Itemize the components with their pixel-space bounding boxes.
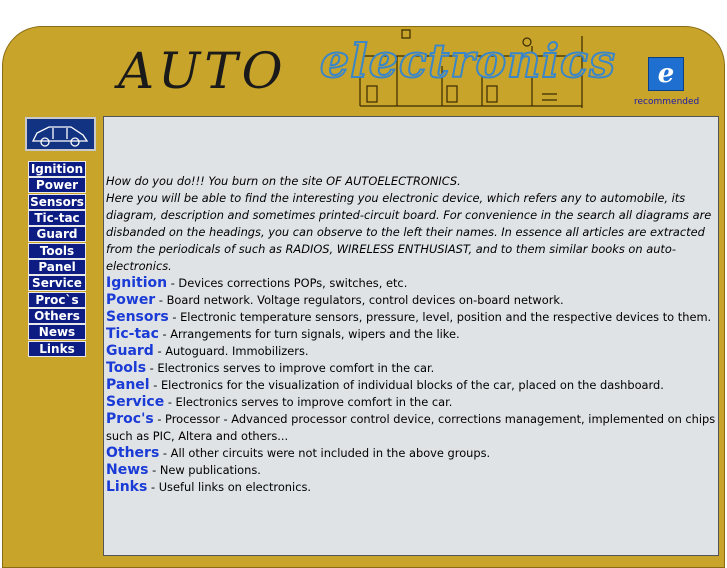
intro-text [106,173,718,275]
section-link-news[interactable]: News [106,462,149,478]
nav-guard[interactable]: Guard [28,226,86,242]
section-desc: - Board network. Voltage regulators, control devices on-board network. [155,293,564,307]
section-desc: - Arrangements for turn signals, wipers and the like. [158,327,460,341]
nav-power[interactable]: Power [28,177,86,193]
section-list [106,275,718,496]
section-item [106,360,718,377]
section-desc: - All other circuits were not included in the above groups. [159,446,491,460]
ie-logo-icon[interactable]: e [648,57,684,91]
section-item [106,309,718,326]
nav-panel[interactable]: Panel [28,259,86,275]
section-desc: - Devices corrections POPs, switches, etc. [167,276,408,290]
section-link-panel[interactable]: Panel [106,377,150,393]
nav-service[interactable]: Service [28,275,86,291]
nav-news[interactable]: News [28,324,86,340]
nav-links[interactable]: Links [28,341,86,357]
section-item [106,394,718,411]
sidebar-nav [28,161,86,357]
section-desc: - Electronics serves to improve comfort in the car. [146,361,435,375]
section-item [106,445,718,462]
section-item [106,326,718,343]
section-desc: - Processor - Advanced processor control device, corrections management, implemented on chips such as PIC, Altera and others... [106,412,716,443]
section-item [106,377,718,394]
section-item [106,343,718,360]
car-icon[interactable] [25,117,96,151]
section-link-ignition[interactable]: Ignition [106,275,168,291]
nav-others[interactable]: Others [28,308,86,324]
section-link-service[interactable]: Service [106,394,165,410]
section-link-tic-tac[interactable]: Tic-tac [106,326,159,342]
section-item [106,292,718,309]
section-item [106,479,718,496]
section-link-links[interactable]: Links [106,479,148,495]
intro-greeting: How do you do!!! You burn on the site OF AUTOELECTRONICS. [106,174,461,188]
nav-tools[interactable]: Tools [28,243,86,259]
section-link-tools[interactable]: Tools [106,360,147,376]
section-desc: - Electronic temperature sensors, pressure, level, position and the respective devices to them. [168,310,712,324]
section-link-guard[interactable]: Guard [106,343,154,359]
logo-electronics-text: electronics [320,34,617,88]
section-desc: - Useful links on electronics. [147,480,312,494]
section-desc: - Autoguard. Immobilizers. [153,344,309,358]
section-link-procs[interactable]: Proc's [106,411,154,427]
section-desc: - Electronics serves to improve comfort in the car. [164,395,453,409]
section-link-others[interactable]: Others [106,445,160,461]
section-item [106,411,718,445]
nav-ignition[interactable]: Ignition [28,161,86,177]
nav-procs[interactable]: Proc`s [28,292,86,308]
section-item [106,275,718,292]
section-link-power[interactable]: Power [106,292,156,308]
nav-sensors[interactable]: Sensors [28,194,86,210]
section-desc: - New publications. [148,463,261,477]
intro-description: Here you will be able to find the interesting you electronic device, which refers any to automobile, its diagram, description and sometimes printed-circuit board. For convenience in the search all diagrams are disbanded on the headings, you can observe to the left their names. In essence all articles are extracted from the periodicals of such as RADIOS, WIRELESS ENTHUSIAST, and to them similar books on auto-electronics. [106,191,712,273]
logo-auto-text: AUTO [118,42,287,100]
nav-tic-tac[interactable]: Tic-tac [28,210,86,226]
recommended-label: recommended [634,97,700,107]
section-item [106,462,718,479]
section-desc: - Electronics for the visualization of individual blocks of the car, placed on the dashboard. [149,378,664,392]
section-link-sensors[interactable]: Sensors [106,309,169,325]
main-content [103,116,719,556]
